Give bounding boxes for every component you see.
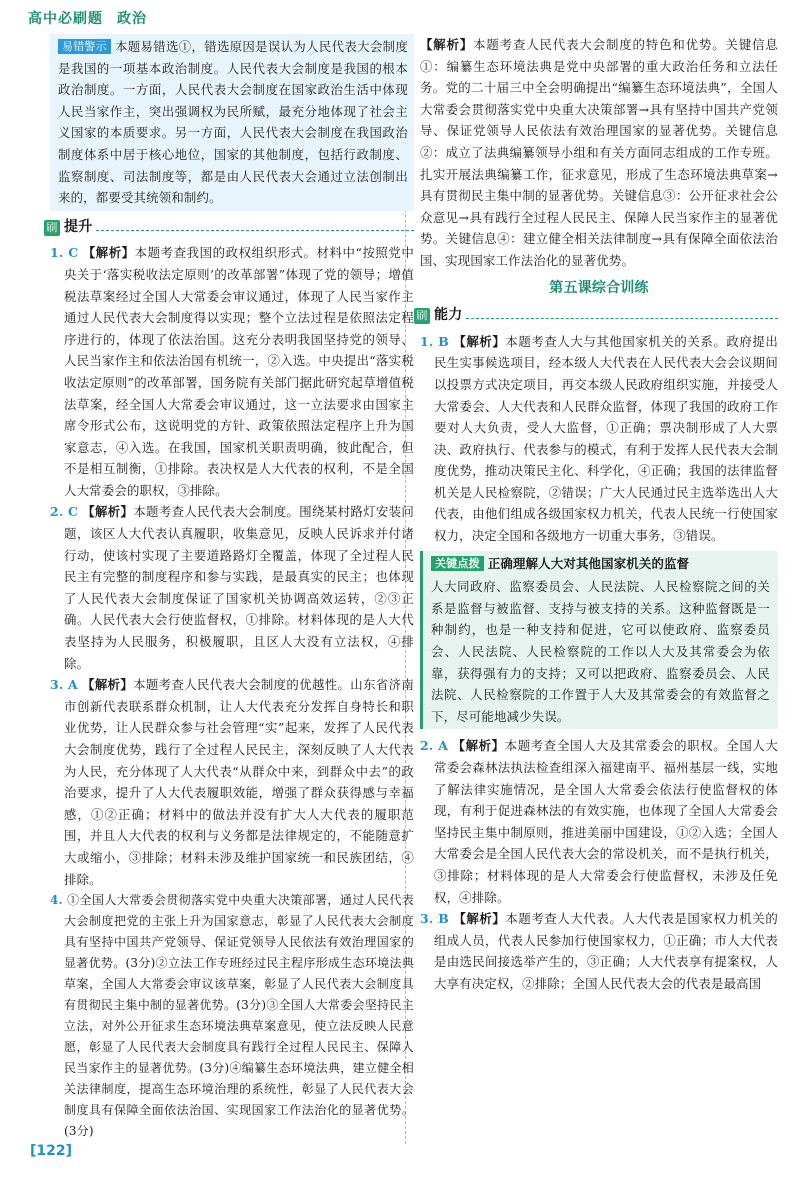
answer-text: 本题考查人大代表。人大代表是国家权力机关的组成人员，代表人民参加行使国家权力，①正确；市人大代表是由选民间接选举产生的，③正确；人大代表享有提案权，人大享有决定权，②排除；全国人民代表大会的代表是最高国 [434,911,778,991]
analysis-tag: 【解析】 [452,738,505,754]
answer-text: 本题考查人民代表大会制度。围绕某村路灯安装问题，该区人大代表认真履职，收集意见，反映人民诉求并付诸行动，使该村实现了主要道路路灯全覆盖，体现了全过程人民民主有完整的制度程序和参与实践，是最真实的民主；也体现了人民代表大会制度保证了国家机关协调高效运转，②③正确。人民代表大会行使监督权，①排除。材料体现的是人大代表坚持为人民服务，积极履职，且区人大没有立法权，④排除。 [64,504,414,671]
key-point-head [431,553,770,575]
ability-answer-3 [420,908,778,994]
answer-text: 本题考查人民代表大会制度的优越性。山东省济南市创新代表联系群众机制，让人大代表充分发挥自身特长和职业优势，让人民群众参与社会管理“实”起来，发挥了人民代表大会制度优势，践行了全过程人民民主，深刻反映了人大代表为人民，充分体现了人大代表“从群众中来，到群众中去”的政治要求，提升了人大代表履职效能，增强了群众获得感与幸福感，①②正确；材料中的做法并没有扩大人大代表的履职范围，并且人大代表的权利与义务都是法律规定的，不能随意扩大或缩小，③排除；材料未涉及维护国家统一和民族团结，④排除。 [64,677,414,887]
answer-number: 2. A [420,738,449,754]
key-point-text: 人大同政府、监察委员会、人民法院、人民检察院之间的关系是监督与被监督、支持与被支持的关系。这种监督既是一种制约，也是一种支持和促进，它可以使政府、监察委员会、人民法院、人民检察院的工作以人大及其常委会为依靠，获得强有力的支持；又可以把政府、监察委员会、人民法院、人民检察院的工作置于人大及其常委会的有效监督之下，尽可能地减少失误。 [431,579,770,724]
answer-text: 本题考查人大与其他国家机关的关系。政府提出民生实事候选项目，经本级人大代表在人民代表大会会议期间以投票方式决定项目，再交本级人民政府组织实施，并接受人大常委会、人大代表和人民群众监督，体现了我国的政府工作要对人大负责，受人大监督，①正确；票决制形成了人大票决、政府执行、代表参与的模式，有利于发挥人民代表大会制度优势，推动决策民主化、科学化，④正确；我国的法律监督机关是人民检察院，②错误；广大人民通过民主选举选出人大代表，由他们组成各级国家权力机关，代表人民统一行使国家权力，决定全国和各级地方一切重大事务，③错误。 [434,333,778,544]
answer-4-analysis [420,34,778,272]
subject-title: 政治 [117,11,147,27]
brush-icon: 刷 [44,220,60,236]
answer-2 [50,501,414,674]
warning-text: 本题易错选①，错选原因是误认为人民代表大会制度是我国的一项基本政治制度。人民代表大会制度是我国的根本政治制度。一方面，人民代表大会制度在国家政治生活中体现人民当家作主，突出强调权为民所赋，最充分地体现了社会主义国家的本质要求。另一方面，人民代表大会制度在我国政治制度体系中居于核心地位，国家的其他制度，包括行政制度、监察制度、司法制度等，都是由人民代表大会通过立法创制出来的，都要受其统领和制约。 [58,39,408,206]
page-number: [122] [30,1143,73,1159]
section-label: 提升 [64,218,93,235]
right-column [416,34,778,995]
analysis-tag: 【解析】 [81,677,134,693]
answer-number: 4. [50,893,63,908]
analysis-text: 本题考查人民代表大会制度的特色和优势。关键信息①：编纂生态环境法典是党中央部署的重大政治任务和立法任务。党的二十届三中全会明确提出“编纂生态环境法典”，全国人大常委会贯彻落实党中央重大决策部署→具有坚持中国共产党领导、保证党领导人民依法有效治理国家的显著优势。关键信息②：成立了法典编纂领导小组和有关方面同志组成的工作专班。扎实开展法典编纂工作，征求意见，形成了生态环境法典草案→具有贯彻民主集中制的显著优势。关键信息③：公开征求社会公众意见→具有践行全过程人民民主、保障人民当家作主的显著优势。关键信息④：建立健全相关法律制度→具有保障全面依法治国、实现国家工作法治化的显著优势。 [420,37,778,268]
analysis-tag: 【解析】 [82,245,135,261]
answer-text: 本题考查全国人大及其常委会的职权。全国人大常委会森林法执法检查组深入福建南平、福州基层一线，实地了解法律实施情况，是全国人大常委会依法行使监督权的体现，有利于促进森林法的有效实施，也体现了全国人大常委会坚持民主集中制原则，推进美丽中国建设，①②入选；全国人大常委会是全国人民代表大会的常设机关，而不是执行机关，③排除；材料体现的是人大常委会行使监督权，未涉及任免权，④排除。 [434,738,778,905]
answer-3 [50,674,414,890]
answer-1 [50,242,414,501]
section-rule [466,318,778,319]
answer-text: ①全国人大常委会贯彻落实党中央重大决策部署，通过人民代表大会制度把党的主张上升为国家意志，彰显了人民代表大会制度具有坚持中国共产党领导、保证党领导人民依法有效治理国家的显著优势。(3分)②立法工作专班经过民主程序形成生态环境法典草案，全国人大常委会审议该草案，彰显了人民代表大会制度具有贯彻民主集中制的显著优势。(3分)③全国人大常委会坚持民主立法，对外公开征求生态环境法典草案意见，使立法反映人民意愿，彰显了人民代表大会制度具有践行全过程人民民主、保障人民当家作主的显著优势。(3分)④编纂生态环境法典，建立健全相关法律制度，提高生态环境治理的系统性，彰显了人民代表大会制度具有保障全面依法治国、实现国家工作法治化的显著优势。(3分) [64,893,414,1139]
warning-box [50,34,414,211]
answer-number: 1. B [420,333,449,349]
key-point-box [420,551,778,730]
section-rule [96,230,414,231]
answer-text: 本题考查我国的政权组织形式。材料中“按照党中央关于‘落实税收法定原则’的改革部署”体现了党的领导；增值税法草案经过全国人大常委会审议通过，体现了人民当家作主通过人民代表大会制度得以实现；整个立法过程是依照法定程序进行的，体现了依法治国。这充分表明我国坚持党的领导、人民当家作主和依法治国有机统一，②入选。中央提出“落实税收法定原则”的改革部署，国务院有关部门据此研究起草增值税法草案，经全国人大常委会审议通过，这一立法要求由国家主席令形式公布，这说明党的方针、政策依照法定程序上升为国家意志，④入选。在我国，国家机关职责明确，彼此配合，但不是相互制衡，①排除。表决权是人大代表的权利，不是全国人大常委会的职权，③排除。 [64,245,414,498]
answer-number: 1. C [50,245,79,261]
analysis-tag: 【解析】 [452,333,506,349]
answer-number: 3. A [50,677,78,693]
ability-answer-1 [420,331,778,547]
page-header [28,8,161,31]
answer-number: 2. C [50,504,79,520]
analysis-tag: 【解析】 [452,911,506,927]
key-point-tag: 关键点拨 [431,556,484,571]
ability-answer-2 [420,735,778,908]
key-point-title: 正确理解人大对其他国家机关的监督 [487,555,690,571]
page-number-value: 122 [36,1143,66,1159]
section-nengli [414,305,778,327]
warning-tag: 易错警示 [58,39,111,54]
analysis-tag: 【解析】 [420,37,474,52]
answer-4 [50,890,414,1142]
lesson-title: 第五课综合训练 [549,279,649,296]
section-tisheng [44,217,414,239]
answer-number: 3. B [420,911,449,927]
analysis-tag: 【解析】 [82,504,134,520]
book-title: 高中必刷题 [28,11,103,27]
section-label: 能力 [434,307,463,324]
brush-icon: 刷 [414,308,430,324]
left-column [46,34,414,1142]
